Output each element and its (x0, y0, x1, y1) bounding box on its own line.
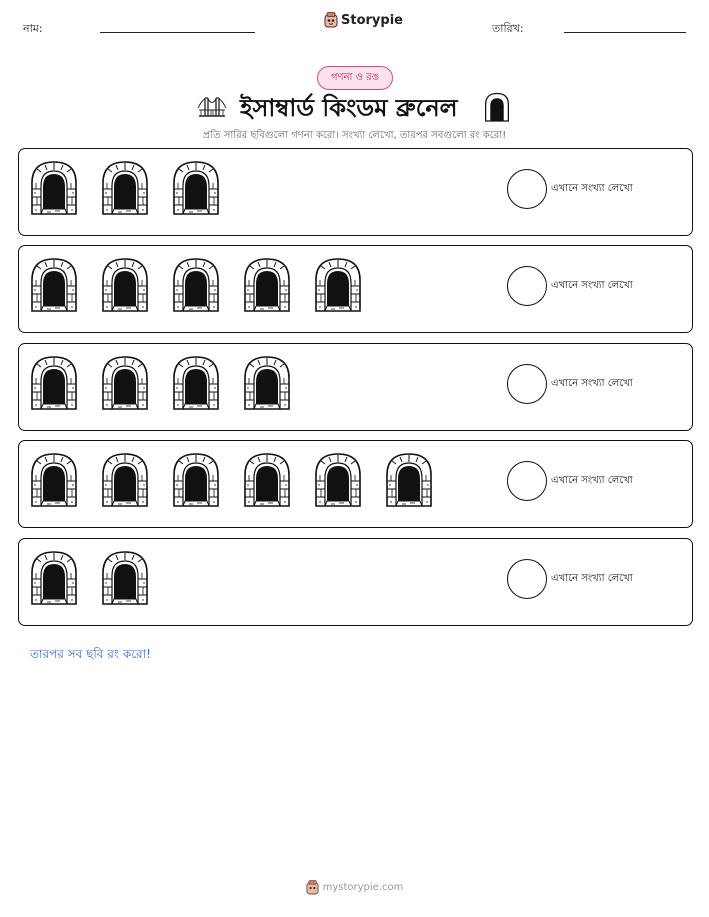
storypie-logo-icon (324, 12, 338, 28)
counting-row (18, 245, 693, 333)
brand (324, 12, 403, 28)
storypie-logo-icon (306, 880, 319, 895)
tunnel-icon (313, 451, 363, 509)
tunnel-icon (29, 256, 79, 314)
name-line (100, 32, 255, 33)
site-url: mystorypie.com (322, 882, 404, 893)
tunnel-icon (29, 451, 79, 509)
tunnel-icon (29, 159, 79, 217)
tunnel-group (29, 159, 221, 219)
answer-circle[interactable] (507, 169, 547, 209)
answer-label: এখানে সংখ্যা লেখো (551, 378, 633, 389)
answer-label: এখানে সংখ্যা লেখো (551, 183, 633, 194)
tunnel-icon (171, 451, 221, 509)
date-label: তারিখ: (492, 22, 524, 35)
counting-row (18, 148, 693, 236)
answer-label: এখানে সংখ্যা লেখো (551, 475, 633, 486)
tunnel-icon (484, 92, 510, 122)
date-line (564, 32, 686, 33)
tunnel-icon (100, 159, 150, 217)
color-instruction: তারপর সব ছবি রং করো! (30, 647, 151, 661)
answer-label: এখানে সংখ্যা লেখো (551, 573, 633, 584)
answer-circle[interactable] (507, 559, 547, 599)
tunnel-icon (29, 549, 79, 607)
page-title: ইসাম্বার্ড কিংডম ব্রুনেল (240, 94, 458, 122)
tunnel-icon (313, 256, 363, 314)
answer-circle[interactable] (507, 266, 547, 306)
tunnel-icon (100, 256, 150, 314)
tunnel-group (29, 549, 150, 609)
counting-row (18, 343, 693, 431)
tunnel-icon (100, 451, 150, 509)
category-tag: গণনা ও রঙ (317, 66, 393, 90)
answer-circle[interactable] (507, 364, 547, 404)
tunnel-icon (100, 354, 150, 412)
answer-label: এখানে সংখ্যা লেখো (551, 280, 633, 291)
site-footer (0, 880, 709, 895)
title-row (0, 90, 709, 124)
tunnel-icon (242, 354, 292, 412)
tunnel-icon (100, 549, 150, 607)
answer-circle[interactable] (507, 461, 547, 501)
tunnel-icon (29, 354, 79, 412)
tunnel-icon (171, 159, 221, 217)
counting-row (18, 440, 693, 528)
tunnel-group (29, 451, 434, 511)
tunnel-group (29, 354, 292, 414)
worksheet-header (0, 0, 709, 40)
tunnel-icon (384, 451, 434, 509)
tunnel-icon (242, 256, 292, 314)
tunnel-group (29, 256, 363, 316)
tunnel-icon (171, 256, 221, 314)
brand-name: Storypie (341, 12, 403, 28)
bridge-icon (197, 94, 227, 118)
name-label: নাম: (23, 22, 43, 35)
counting-row (18, 538, 693, 626)
tunnel-icon (171, 354, 221, 412)
tunnel-icon (242, 451, 292, 509)
instructions: প্রতি সারির ছবিগুলো গণনা করো। সংখ্যা লেখো, তারপর সবগুলো রং করো! (202, 130, 507, 141)
